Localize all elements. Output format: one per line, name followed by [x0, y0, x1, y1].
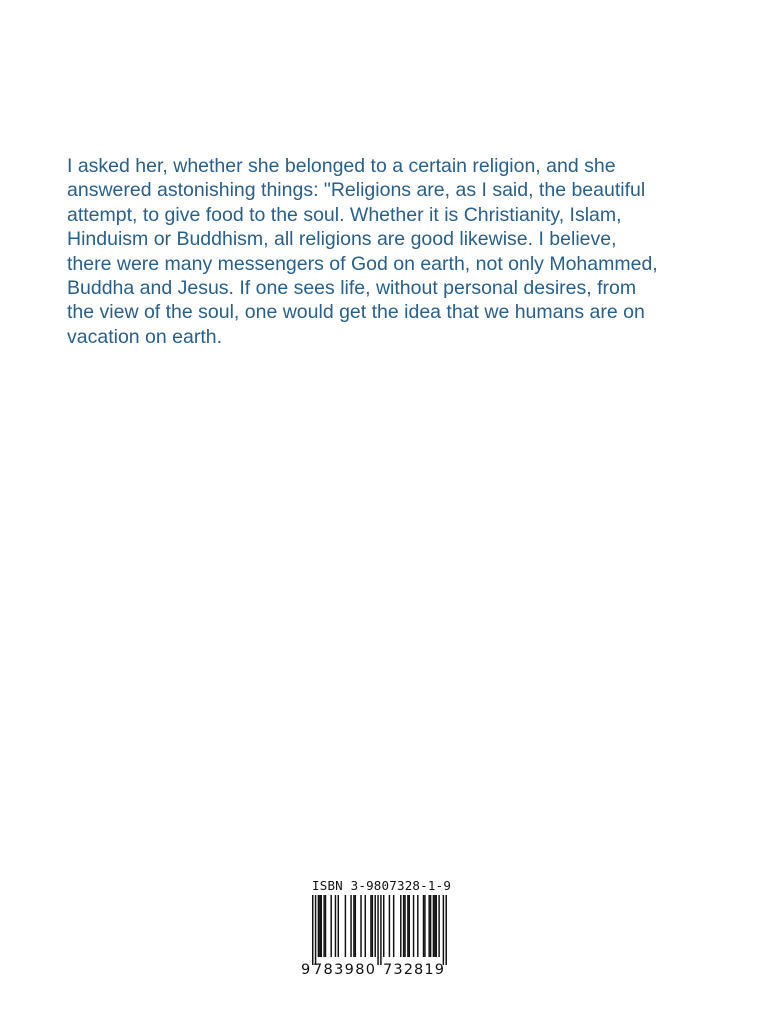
blurb-line: answered astonishing things: "Religions are, as I said, the beautiful [67, 179, 646, 202]
barcode-bar [445, 895, 446, 965]
barcode-bar [335, 895, 336, 957]
barcode-left-digits: 783980 [313, 962, 375, 976]
barcode-bar [436, 895, 437, 957]
barcode-bar [400, 895, 401, 957]
barcode-lead-digit: 9 [301, 962, 311, 976]
blurb-line: Buddha and Jesus. If one sees life, without personal desires, from [67, 277, 637, 300]
barcode-bar [338, 895, 339, 957]
barcode-bar [389, 895, 390, 957]
blurb-line: the view of the soul, one would get the idea that we humans are on [67, 301, 645, 324]
blurb-line: attempt, to give food to the soul. Whether it is Christianity, Islam, [67, 203, 622, 226]
blurb-line: there were many messengers of God on earth, not only Mohammed, [67, 252, 658, 275]
barcode-bar [433, 895, 434, 957]
barcode-bar [350, 895, 351, 957]
barcode-bar [355, 895, 356, 957]
barcode-bar [443, 895, 444, 965]
barcode-bar [438, 895, 439, 957]
barcode-bar [404, 895, 405, 957]
barcode-bar [393, 895, 394, 957]
barcode-bar [423, 895, 424, 957]
barcode-bar [315, 895, 316, 965]
barcode-bar [434, 895, 435, 957]
blurb-line: vacation on earth. [67, 325, 223, 348]
barcode-bar [377, 895, 378, 965]
barcode-bar [312, 895, 313, 965]
barcode-bars [300, 895, 450, 976]
barcode-bar [403, 895, 404, 957]
barcode-bar [409, 895, 410, 957]
barcode-bar [325, 895, 326, 957]
barcode-bar [407, 895, 408, 957]
barcode-bar [370, 895, 371, 957]
barcode-bar [372, 895, 373, 957]
barcode-bar [353, 895, 354, 957]
barcode-bar [428, 895, 429, 957]
barcode-bar [365, 895, 366, 957]
isbn-label: ISBN 3-9807328-1-9 [312, 878, 452, 893]
barcode-bar [380, 895, 381, 965]
barcode-right-digits: 732819 [383, 962, 444, 976]
barcode-bar [345, 895, 346, 957]
blurb-line: I asked her, whether she belonged to a certain religion, and she [67, 155, 616, 177]
barcode-bar [319, 895, 320, 957]
barcode-bar [383, 895, 384, 957]
barcode-bar [424, 895, 425, 957]
blurb-line: Hinduism or Buddhism, all religions are good likewise. I believe, [67, 228, 617, 251]
barcode-bar [374, 895, 375, 957]
barcode-bar [417, 895, 418, 957]
barcode-bar [323, 895, 324, 957]
barcode-bar [413, 895, 414, 957]
barcode-bar [321, 895, 322, 957]
back-cover-blurb [67, 154, 727, 349]
barcode-bar [360, 895, 361, 957]
isbn-barcode [300, 878, 450, 976]
barcode-bar [330, 895, 331, 957]
barcode-bar [430, 895, 431, 957]
barcode-bar [318, 895, 319, 957]
